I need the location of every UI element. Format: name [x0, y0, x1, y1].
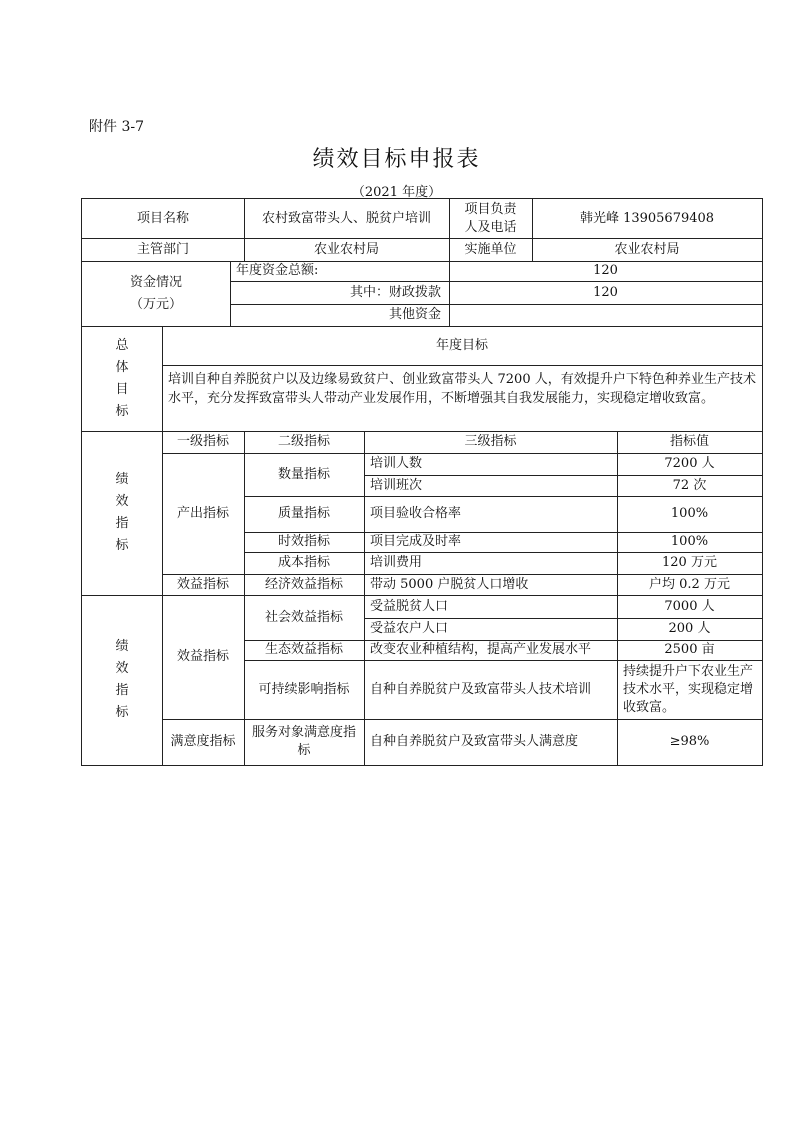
value-satisfaction: ≥98% — [669, 734, 710, 749]
level3-fee: 培训费用 — [370, 555, 423, 570]
level2-social: 社会效益指标 — [264, 609, 343, 625]
side-char: 总 — [115, 337, 129, 353]
level2-sustainable: 可持续影响指标 — [258, 681, 350, 697]
funds-fiscal-label: 其中：财政拨款 — [349, 284, 441, 300]
level3-classes: 培训班次 — [370, 477, 423, 493]
level2-economic: 经济效益指标 — [264, 576, 343, 592]
form-year: （2021 年度） — [351, 185, 442, 200]
funds-total-value: 120 — [593, 263, 618, 278]
level3-beneficiaries: 受益脱贫人口 — [370, 598, 449, 614]
level1-benefit-a: 效益指标 — [176, 576, 229, 592]
level3-farm-households: 受益农户人口 — [370, 621, 449, 636]
level2-ecological: 生态效益指标 — [264, 642, 343, 657]
overall-goal-side-label — [82, 326, 162, 431]
side-char: 目 — [115, 381, 129, 397]
impl-unit-label: 实施单位 — [464, 241, 517, 257]
level3-ontime: 项目完成及时率 — [370, 534, 462, 549]
annual-goal-header: 年度目标 — [435, 337, 488, 353]
level3-acceptance: 项目验收合格率 — [370, 506, 462, 521]
form-title: 绩效目标申报表 — [312, 147, 481, 172]
level3-technique: 自种自养脱贫户及致富带头人技术培训 — [370, 681, 592, 697]
col-header-level1: 一级指标 — [176, 434, 229, 449]
level3-income: 带动 5000 户脱贫人口增收 — [370, 576, 529, 592]
side-char: 效 — [115, 494, 129, 509]
value-technique: 持续提升户下农业生产技术水平，实现稳定增收致富。 — [623, 663, 754, 715]
side-char: 效 — [115, 661, 129, 676]
funds-total-label: 年度资金总额: — [236, 263, 319, 278]
value-structure: 2500 亩 — [664, 642, 715, 657]
side-char: 绩 — [115, 472, 129, 487]
level1-benefit-b: 效益指标 — [176, 649, 229, 664]
level1-output: 产出指标 — [176, 505, 229, 521]
side-char: 指 — [115, 683, 129, 698]
annual-goal-text: 培训自种自养脱贫户以及边缘易致贫户、创业致富带头人 7200 人，有效提升户下特色种养业生产技术水平，充分发挥致富带头人带动产业发展作用，不断增强其自我发展能力，实现稳定增收致富。 — [168, 372, 756, 406]
side-char: 标 — [115, 403, 129, 419]
side-char: 绩 — [115, 639, 129, 654]
indicator-side-label-1 — [82, 431, 162, 595]
value-trainees: 7200 人 — [664, 456, 715, 471]
dept-label: 主管部门 — [136, 241, 189, 257]
level2-quality: 质量指标 — [277, 506, 330, 521]
level2-service: 服务对象满意度指标 — [252, 725, 357, 758]
grid-line — [162, 365, 762, 366]
funds-other-value — [449, 304, 762, 326]
col-header-value: 指标值 — [669, 434, 709, 449]
side-char: 标 — [115, 705, 129, 720]
level2-timeliness: 时效指标 — [277, 534, 330, 549]
project-leader-value: 韩光峰 13905679408 — [579, 210, 715, 226]
side-char: 体 — [115, 359, 129, 375]
value-fee: 120 万元 — [662, 555, 717, 570]
attachment-number: 附件 3-7 — [89, 119, 144, 135]
funds-other-label: 其他资金 — [388, 307, 441, 322]
indicator-side-label-2 — [82, 595, 162, 765]
col-header-level3: 三级指标 — [464, 434, 517, 449]
project-leader-label: 项目负责人及电话 — [464, 201, 517, 235]
value-ontime: 100% — [670, 534, 709, 549]
funds-label-line-1: 资金情况 — [129, 274, 182, 290]
value-farm-households: 200 人 — [668, 621, 711, 636]
value-beneficiaries: 7000 人 — [664, 598, 715, 614]
level1-satisfaction: 满意度指标 — [170, 734, 236, 749]
col-header-level2: 二级指标 — [277, 434, 330, 449]
value-acceptance: 100% — [670, 506, 709, 521]
impl-unit-value: 农业农村局 — [614, 241, 680, 257]
funds-label — [82, 261, 230, 326]
project-name-label: 项目名称 — [136, 210, 189, 226]
value-income: 户均 0.2 万元 — [649, 576, 730, 592]
level3-satisfaction: 自种自养脱贫户及致富带头人满意度 — [370, 734, 579, 749]
dept-value: 农业农村局 — [313, 241, 379, 257]
side-char: 指 — [115, 516, 129, 531]
level2-cost: 成本指标 — [277, 555, 330, 570]
project-name-value: 农村致富带头人、脱贫户培训 — [261, 210, 431, 226]
level3-structure: 改变农业种植结构，提高产业发展水平 — [370, 642, 592, 657]
funds-label-line-2: （万元） — [129, 296, 182, 312]
level3-trainees: 培训人数 — [370, 456, 423, 471]
value-classes: 72 次 — [672, 477, 707, 493]
side-char: 标 — [115, 538, 129, 553]
level2-quantity: 数量指标 — [277, 466, 330, 482]
funds-fiscal-value: 120 — [593, 284, 618, 300]
performance-goal-table — [81, 198, 763, 766]
